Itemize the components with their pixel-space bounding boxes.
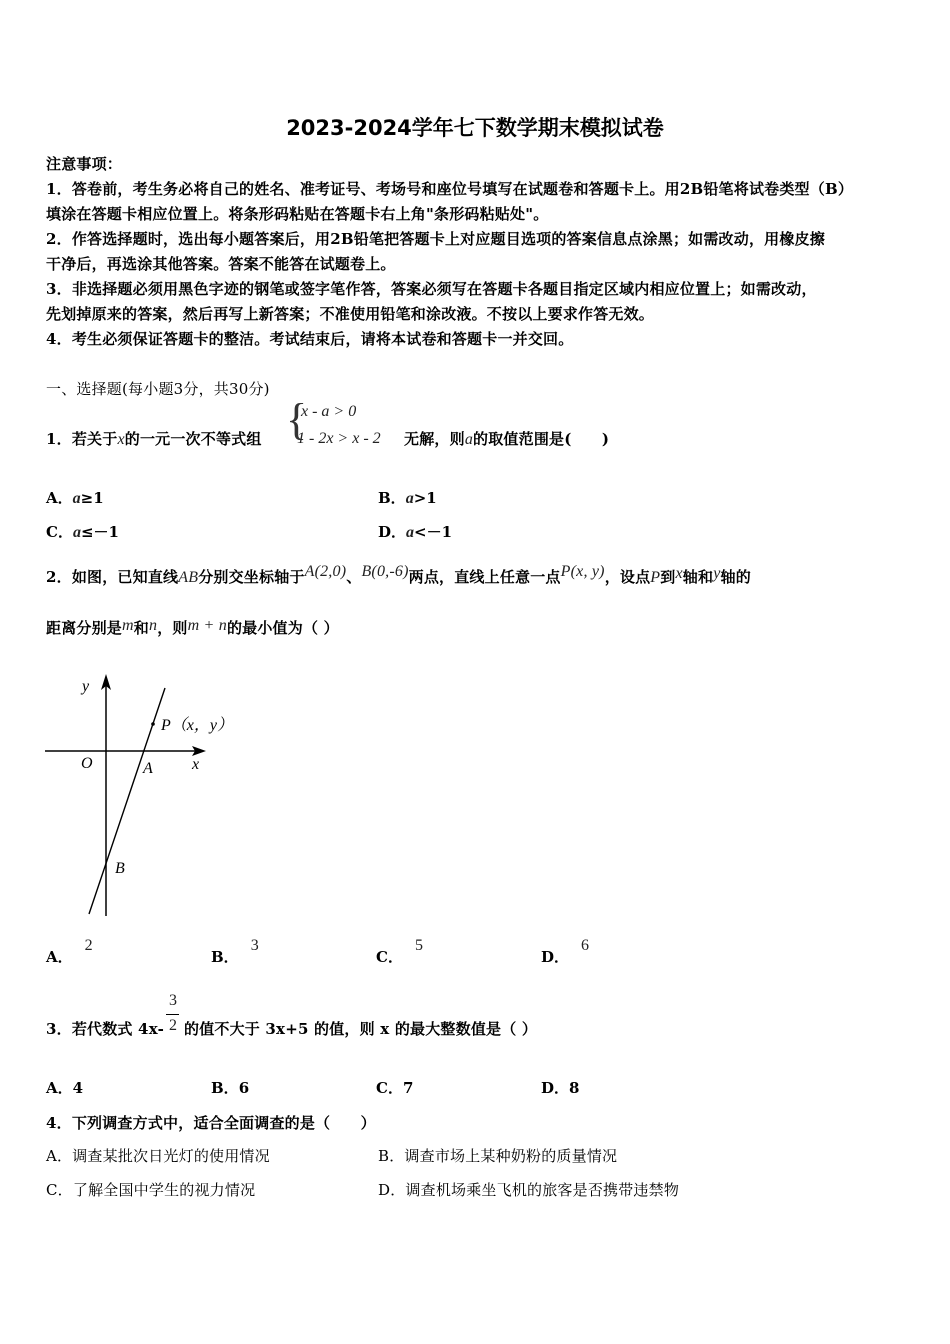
option-value: 6 [238, 1079, 250, 1097]
option-rel: ≥1 [80, 489, 104, 507]
option-label: D． [541, 1079, 570, 1097]
q3-fraction-denominator: 2 [169, 1017, 177, 1034]
q4-option-b[interactable]: B．调查市场上某种奶粉的质量情况 [378, 1147, 618, 1165]
q3-option-d[interactable] [541, 1077, 579, 1098]
q3-stem-prefix: 3．若代数式 4x- [46, 1020, 165, 1038]
q2-point-b: B(0,-6) [361, 563, 409, 580]
option-var: a [72, 524, 81, 541]
notice-line-7: 4．考生必须保证答题卡的整洁。考试结束后，请将本试卷和答题卡一并交回。 [46, 330, 574, 348]
option-value: 4 [72, 1079, 84, 1097]
q2-var-p: P [650, 569, 661, 586]
y-axis-label: y [82, 678, 90, 695]
q4-option-c[interactable]: C．了解全国中学生的视力情况 [46, 1181, 256, 1199]
q2-point-a: A(2,0) [304, 563, 347, 580]
q2-text: 的最小值为（ ） [226, 619, 339, 637]
q2-text: 和 [133, 619, 149, 637]
option-rel: ≤－1 [80, 523, 119, 541]
q1-var-a: a [464, 431, 474, 448]
point-p-dot [151, 722, 155, 726]
q2-var-x: x [675, 565, 683, 582]
x-axis-label: x [192, 756, 200, 773]
q2-text: 两点，直线上任意一点 [408, 568, 561, 586]
page-title: 2023-2024学年七下数学期末模拟试卷 [286, 116, 664, 140]
q1-suffix2: 的取值范围是( ) [473, 430, 610, 448]
q3-option-b[interactable] [211, 1077, 249, 1098]
q2-text: 轴的 [720, 568, 751, 586]
q1-prefix: 1．若关于 [46, 430, 118, 448]
notice-line-6: 先划掉原来的答案，然后再写上新答案；不准使用铅笔和涂改液。不按以上要求作答无效。 [46, 305, 655, 323]
notice-line-3: 2．作答选择题时，选出每小题答案后，用2B铅笔把答题卡上对应题目选项的答案信息点涂黑；如需改动，用橡皮擦 [46, 230, 825, 248]
point-p-label: P（x，y） [161, 717, 233, 734]
option-label: A． [46, 948, 73, 966]
option-rel: >1 [413, 489, 437, 507]
q2-var-m: m [122, 617, 134, 634]
q4-option-d[interactable]: D．调查机场乘坐飞机的旅客是否携带违禁物 [378, 1181, 680, 1199]
q1-stem-suffix [404, 428, 609, 449]
q3-fraction-numerator: 3 [169, 992, 177, 1009]
option-label: C． [46, 523, 73, 541]
q2-text: 、 [346, 568, 362, 586]
option-var: a [405, 490, 414, 507]
option-value: 7 [402, 1079, 414, 1097]
notice-line-1: 1．答卷前，考生务必将自己的姓名、准考证号、考场号和座位号填写在试题卷和答题卡上。用2B铅笔将试卷类型（B） [46, 180, 854, 198]
notice-line-2: 填涂在答题卡相应位置上。将条形码粘贴在答题卡右上角"条形码粘贴处"。 [46, 205, 549, 223]
q1-option-c[interactable] [46, 521, 119, 542]
option-value: 5 [414, 937, 423, 954]
q1-mid: 的一元一次不等式组 [124, 430, 262, 448]
q1-suffix: 无解，则 [404, 430, 465, 448]
q2-var-y: y [713, 565, 721, 582]
option-label: A． [46, 489, 73, 507]
q1-inequality-2: 1 - 2x > x - 2 [297, 430, 381, 447]
option-var: a [72, 490, 81, 507]
q2-option-b[interactable] [211, 937, 259, 967]
q1-option-b[interactable] [378, 487, 437, 508]
q2-stem-line-1 [46, 563, 751, 587]
q2-text: 到 [660, 568, 676, 586]
point-a-label: A [143, 760, 153, 777]
q2-figure [40, 668, 260, 923]
point-b-label: B [115, 860, 125, 877]
option-label: C． [376, 948, 403, 966]
q1-option-a[interactable] [46, 487, 104, 508]
option-label: C． [376, 1079, 403, 1097]
option-label: D． [541, 948, 570, 966]
q2-text: 分别交坐标轴于 [198, 568, 305, 586]
notice-line-4: 干净后，再选涂其他答案。答案不能答在试题卷上。 [46, 255, 396, 273]
q4-stem: 4．下列调查方式中，适合全面调查的是（ ） [46, 1114, 376, 1132]
option-value: 3 [250, 937, 259, 954]
q1-stem-prefix [46, 428, 262, 449]
q2-option-c[interactable] [376, 937, 423, 967]
q1-option-d[interactable] [378, 521, 452, 542]
q2-text: ，设点 [604, 568, 651, 586]
option-label: B． [378, 489, 406, 507]
option-value: 2 [84, 937, 93, 954]
notice-heading: 注意事项： [46, 155, 123, 173]
option-value: 6 [581, 937, 590, 954]
q2-expr-mn: m + n [187, 617, 227, 634]
option-label: B． [211, 948, 239, 966]
q2-option-a[interactable] [46, 937, 93, 967]
q3-stem-suffix: 的值不大于 3x+5 的值，则 x 的最大整数值是（ ） [184, 1020, 538, 1038]
q2-line-ab: AB [178, 569, 199, 586]
q3-fraction-bar [166, 1014, 179, 1015]
q4-option-a[interactable]: A．调查某批次日光灯的使用情况 [46, 1147, 270, 1165]
q1-var-x: x [117, 431, 125, 448]
option-label: D． [378, 523, 407, 541]
notice-line-5: 3．非选择题必须用黑色字迹的钢笔或签字笔作答，答案必须写在答题卡各题目指定区域内相应位置上；如需改动， [46, 280, 817, 298]
option-rel: <－1 [414, 523, 453, 541]
q2-option-d[interactable] [541, 937, 590, 967]
origin-label: O [81, 755, 93, 772]
option-label: A． [46, 1079, 73, 1097]
q1-brace: { [286, 395, 308, 444]
line-ab [89, 688, 165, 914]
q2-text: 2．如图，已知直线 [46, 568, 179, 586]
q2-text: 距离分别是 [46, 619, 123, 637]
section-heading: 一、选择题(每小题3分，共30分) [46, 380, 270, 398]
q2-point-p: P(x, y) [560, 563, 605, 580]
q2-var-n: n [148, 617, 158, 634]
option-label: B． [211, 1079, 239, 1097]
option-value: 8 [569, 1079, 580, 1097]
q1-inequality-1: x - a > 0 [301, 403, 357, 420]
option-var: a [406, 524, 415, 541]
q2-text: 轴和 [682, 568, 714, 586]
q2-stem-line-2 [46, 617, 339, 638]
q3-option-c[interactable] [376, 1077, 413, 1098]
q3-option-a[interactable] [46, 1077, 83, 1098]
q2-text: ，则 [157, 619, 188, 637]
